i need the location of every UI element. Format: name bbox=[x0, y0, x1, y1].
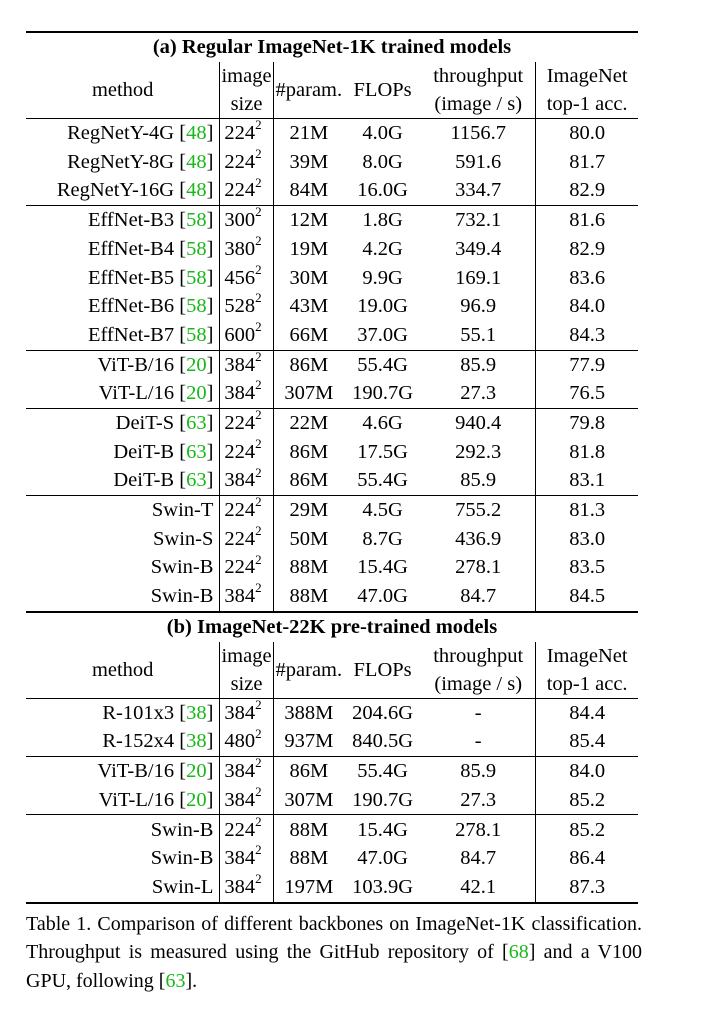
throughput-cell: 591.6 bbox=[421, 148, 536, 177]
method-name: Swin-T bbox=[151, 499, 214, 522]
table-row bbox=[26, 466, 638, 495]
citation-link[interactable]: 68 bbox=[508, 941, 529, 963]
image-size-cell bbox=[220, 466, 273, 495]
throughput-cell: 334.7 bbox=[421, 176, 536, 205]
throughput-cell: 278.1 bbox=[421, 815, 536, 844]
table-row bbox=[26, 698, 638, 727]
size-exponent: 2 bbox=[255, 580, 262, 596]
section-title: (a) Regular ImageNet-1K trained models bbox=[26, 32, 638, 62]
image-size-value: 384 bbox=[224, 585, 256, 608]
method-name: ViT-L/16 bbox=[98, 382, 175, 405]
table-row bbox=[26, 148, 638, 177]
comparison-table bbox=[26, 31, 638, 904]
citation-link[interactable]: 48 bbox=[186, 150, 207, 173]
image-size-cell bbox=[220, 292, 273, 321]
header-imagenet-label: ImageNet bbox=[546, 644, 628, 667]
image-size-cell bbox=[220, 727, 273, 756]
table-row bbox=[26, 525, 638, 554]
citation-link[interactable]: 58 bbox=[186, 209, 207, 232]
method-name: Swin-L bbox=[151, 875, 214, 898]
throughput-cell: 96.9 bbox=[421, 292, 536, 321]
header-image-size bbox=[220, 642, 273, 699]
param-cell: 66M bbox=[289, 323, 329, 346]
throughput-cell: 85.9 bbox=[421, 757, 536, 786]
header-throughput-unit: (image / s) bbox=[434, 672, 523, 695]
param-cell: 86M bbox=[273, 757, 344, 786]
param-cell: 86M bbox=[289, 440, 329, 463]
param-cell: 307M bbox=[284, 382, 334, 405]
image-size-cell bbox=[220, 206, 273, 235]
table-row bbox=[26, 438, 638, 467]
method-name: R-152x4 bbox=[102, 730, 175, 753]
throughput-cell: 84.7 bbox=[421, 844, 536, 873]
image-size-cell bbox=[220, 321, 273, 350]
table-row bbox=[26, 379, 638, 408]
image-size-cell bbox=[220, 522, 273, 554]
header-flops: FLOPs bbox=[344, 62, 421, 119]
image-size-cell bbox=[220, 350, 273, 379]
accuracy-cell: 80.0 bbox=[569, 122, 606, 145]
method-cell: ViT-L/16 [20] bbox=[26, 379, 220, 408]
citation-link[interactable]: 58 bbox=[186, 323, 207, 346]
header-throughput bbox=[421, 642, 536, 699]
image-size-value: 384 bbox=[224, 353, 256, 376]
citation-link[interactable]: 20 bbox=[186, 788, 207, 811]
caption-text-3: . bbox=[192, 969, 198, 992]
image-size-cell bbox=[220, 408, 273, 437]
flops-cell: 4.0G bbox=[362, 122, 403, 145]
method-cell: EffNet-B3 [58] bbox=[26, 206, 220, 235]
image-size-value: 224 bbox=[224, 440, 256, 463]
method-cell: EffNet-B6 [58] bbox=[26, 292, 220, 321]
table-row bbox=[26, 350, 638, 379]
size-exponent: 2 bbox=[255, 290, 262, 306]
image-size-value: 384 bbox=[224, 469, 256, 492]
method-cell: DeiT-B [63] bbox=[26, 438, 220, 467]
citation-link[interactable]: 20 bbox=[186, 353, 207, 376]
flops-cell: 15.4G bbox=[357, 556, 408, 579]
header-throughput bbox=[421, 62, 536, 119]
throughput-cell: 349.4 bbox=[421, 235, 536, 264]
size-exponent: 2 bbox=[255, 522, 262, 538]
accuracy-cell: 84.0 bbox=[569, 295, 606, 318]
header-param: #param. bbox=[273, 62, 344, 119]
image-size-cell bbox=[220, 119, 273, 148]
size-exponent: 2 bbox=[255, 145, 262, 161]
citation-link[interactable]: 58 bbox=[186, 237, 207, 260]
method-name: EffNet-B6 bbox=[87, 295, 175, 318]
accuracy-cell: 87.3 bbox=[536, 873, 638, 903]
throughput-cell: 84.7 bbox=[421, 582, 536, 612]
accuracy-cell: 84.5 bbox=[569, 585, 606, 608]
param-cell: 88M bbox=[289, 585, 329, 608]
accuracy-cell: 84.3 bbox=[569, 323, 606, 346]
image-size-cell bbox=[220, 379, 273, 408]
method-cell: EffNet-B4 [58] bbox=[26, 235, 220, 264]
table-row bbox=[26, 873, 638, 903]
size-exponent: 2 bbox=[255, 174, 262, 190]
method-name: EffNet-B7 bbox=[87, 323, 175, 346]
method-cell: EffNet-B7 [58] bbox=[26, 321, 220, 350]
image-size-value: 384 bbox=[224, 760, 256, 783]
param-cell: 21M bbox=[289, 122, 329, 145]
accuracy-cell: 85.4 bbox=[569, 730, 606, 753]
method-name: EffNet-B3 bbox=[87, 209, 175, 232]
method-name: ViT-B/16 bbox=[97, 353, 175, 376]
flops-cell: 190.7G bbox=[352, 382, 414, 405]
method-cell: DeiT-S [63] bbox=[26, 408, 220, 437]
method-cell: DeiT-B [63] bbox=[26, 466, 220, 495]
accuracy-cell: 85.2 bbox=[569, 788, 606, 811]
table-row bbox=[26, 263, 638, 292]
method-cell bbox=[26, 815, 220, 844]
accuracy-cell: 81.3 bbox=[536, 495, 638, 524]
method-cell: RegNetY-16G [48] bbox=[26, 176, 220, 205]
param-cell: 50M bbox=[289, 527, 329, 550]
table-row bbox=[26, 815, 638, 844]
param-cell: 39M bbox=[289, 150, 329, 173]
image-size-cell bbox=[220, 698, 273, 727]
flops-cell: 47.0G bbox=[357, 585, 408, 608]
flops-cell: 55.4G bbox=[344, 757, 421, 786]
image-size-cell bbox=[220, 815, 273, 844]
table-row bbox=[26, 292, 638, 321]
header-row bbox=[26, 62, 638, 119]
flops-cell: 204.6G bbox=[352, 701, 414, 724]
accuracy-cell: 83.1 bbox=[569, 469, 606, 492]
accuracy-cell: 83.6 bbox=[569, 266, 606, 289]
param-cell: 88M bbox=[273, 815, 344, 844]
table-row bbox=[26, 321, 638, 350]
method-cell: R-152x4 [38] bbox=[26, 727, 220, 756]
image-size-value: 224 bbox=[224, 499, 256, 522]
image-size-cell bbox=[220, 435, 273, 467]
size-exponent: 2 bbox=[255, 407, 262, 423]
image-size-value: 224 bbox=[224, 527, 256, 550]
method-cell bbox=[26, 525, 220, 554]
header-method: method bbox=[26, 62, 220, 119]
image-size-cell bbox=[220, 176, 273, 205]
flops-cell: 17.5G bbox=[357, 440, 408, 463]
method-name: Swin-B bbox=[150, 847, 214, 870]
image-size-value: 528 bbox=[224, 295, 256, 318]
header-top1-label: top-1 acc. bbox=[546, 672, 628, 695]
method-cell: EffNet-B5 [58] bbox=[26, 263, 220, 292]
table-row bbox=[26, 727, 638, 756]
image-size-value: 224 bbox=[224, 818, 256, 841]
citation-link[interactable]: 48 bbox=[186, 122, 207, 145]
throughput-cell: 436.9 bbox=[421, 525, 536, 554]
method-name: R-101x3 bbox=[102, 701, 175, 724]
size-exponent: 2 bbox=[255, 377, 262, 393]
throughput-cell: 27.3 bbox=[421, 786, 536, 815]
size-exponent: 2 bbox=[255, 871, 262, 887]
image-size-value: 384 bbox=[224, 382, 256, 405]
header-param: #param. bbox=[273, 642, 344, 699]
accuracy-cell: 82.9 bbox=[569, 237, 606, 260]
header-row bbox=[26, 642, 638, 699]
table-row bbox=[26, 582, 638, 612]
size-exponent: 2 bbox=[255, 233, 262, 249]
image-size-value: 384 bbox=[224, 788, 256, 811]
param-cell: 22M bbox=[273, 408, 344, 437]
method-cell bbox=[26, 873, 220, 903]
flops-cell: 8.7G bbox=[362, 527, 403, 550]
citation-link[interactable]: 63 bbox=[186, 411, 207, 434]
accuracy-cell: 79.8 bbox=[536, 408, 638, 437]
method-name: DeiT-S bbox=[115, 411, 175, 434]
throughput-cell: 278.1 bbox=[421, 553, 536, 582]
flops-cell: 47.0G bbox=[357, 847, 408, 870]
accuracy-cell: 85.2 bbox=[536, 815, 638, 844]
header-image-label: image bbox=[221, 65, 272, 87]
flops-cell: 9.9G bbox=[362, 266, 403, 289]
flops-cell: 37.0G bbox=[357, 323, 408, 346]
image-size-value: 224 bbox=[224, 122, 256, 145]
method-cell: R-101x3 [38] bbox=[26, 698, 220, 727]
citation-link[interactable]: 20 bbox=[186, 382, 207, 405]
header-throughput-unit: (image / s) bbox=[434, 93, 523, 115]
method-name: Swin-B bbox=[150, 818, 214, 841]
header-size-label: size bbox=[230, 672, 263, 695]
table-row bbox=[26, 553, 638, 582]
citation-link[interactable]: 48 bbox=[186, 179, 207, 202]
accuracy-cell: 86.4 bbox=[569, 847, 606, 870]
throughput-cell: 85.9 bbox=[421, 466, 536, 495]
size-exponent: 2 bbox=[255, 464, 262, 480]
throughput-cell: 292.3 bbox=[421, 438, 536, 467]
param-cell: 937M bbox=[284, 730, 334, 753]
throughput-cell: - bbox=[421, 698, 536, 727]
header-image-label: image bbox=[221, 644, 272, 667]
image-size-value: 224 bbox=[224, 556, 256, 579]
table-row bbox=[26, 786, 638, 815]
flops-cell: 15.4G bbox=[344, 815, 421, 844]
flops-cell: 19.0G bbox=[357, 295, 408, 318]
method-name: ViT-L/16 bbox=[98, 788, 175, 811]
section-title: (b) ImageNet-22K pre-trained models bbox=[26, 612, 638, 642]
method-cell: RegNetY-4G [48] bbox=[26, 119, 220, 148]
flops-cell: 55.4G bbox=[357, 469, 408, 492]
accuracy-cell: 84.4 bbox=[569, 701, 606, 724]
table-body bbox=[26, 32, 638, 903]
flops-cell: 55.4G bbox=[344, 350, 421, 379]
image-size-value: 300 bbox=[224, 209, 256, 232]
size-exponent: 2 bbox=[255, 696, 262, 712]
citation-link[interactable]: 63 bbox=[186, 469, 207, 492]
section-title-row bbox=[26, 32, 638, 62]
param-cell: 12M bbox=[273, 206, 344, 235]
image-size-value: 380 bbox=[224, 237, 256, 260]
size-exponent: 2 bbox=[255, 435, 262, 451]
param-cell: 29M bbox=[273, 495, 344, 524]
table-row bbox=[26, 495, 638, 524]
size-exponent: 2 bbox=[255, 784, 262, 800]
param-cell: 197M bbox=[273, 873, 344, 903]
accuracy-cell: 84.0 bbox=[536, 757, 638, 786]
image-size-cell bbox=[220, 786, 273, 815]
method-name: Swin-B bbox=[150, 556, 214, 579]
method-cell: RegNetY-8G [48] bbox=[26, 148, 220, 177]
size-exponent: 2 bbox=[255, 494, 262, 510]
accuracy-cell: 82.9 bbox=[569, 179, 606, 202]
caption-text-1: Table 1. Comparison of different backbones on ImageNet-1K classification. Throughput is measured using the GitHub repository of bbox=[26, 912, 642, 963]
flops-cell: 1.8G bbox=[344, 206, 421, 235]
throughput-cell: 755.2 bbox=[421, 495, 536, 524]
table-row bbox=[26, 206, 638, 235]
table-caption: Table 1. Comparison of different backbones on ImageNet-1K classification. Throughput is measured using the GitHub repository of [68] and a V100 GPU, following [63]. bbox=[26, 912, 642, 992]
param-cell: 307M bbox=[284, 788, 334, 811]
param-cell: 86M bbox=[289, 469, 329, 492]
image-size-value: 224 bbox=[224, 150, 256, 173]
image-size-value: 224 bbox=[224, 411, 256, 434]
flops-cell: 8.0G bbox=[362, 150, 403, 173]
method-name: Swin-S bbox=[153, 527, 214, 550]
throughput-cell: 732.1 bbox=[421, 206, 536, 235]
table-row bbox=[26, 176, 638, 205]
header-accuracy bbox=[536, 642, 638, 699]
citation-link[interactable]: 38 bbox=[186, 730, 207, 753]
flops-cell: 16.0G bbox=[357, 179, 408, 202]
image-size-value: 384 bbox=[224, 875, 256, 898]
citation-link[interactable]: 58 bbox=[186, 295, 207, 318]
caption-text-2: and a V100 GPU, following bbox=[26, 941, 642, 992]
throughput-cell: 1156.7 bbox=[421, 119, 536, 148]
throughput-cell: 55.1 bbox=[421, 321, 536, 350]
throughput-cell: 85.9 bbox=[421, 350, 536, 379]
method-name: RegNetY-8G bbox=[67, 150, 175, 173]
size-exponent: 2 bbox=[255, 842, 262, 858]
image-size-value: 456 bbox=[224, 266, 256, 289]
table-figure bbox=[26, 31, 642, 995]
method-cell: ViT-L/16 [20] bbox=[26, 786, 220, 815]
header-accuracy bbox=[536, 62, 638, 119]
image-size-cell bbox=[220, 263, 273, 292]
throughput-cell: 42.1 bbox=[421, 873, 536, 903]
header-throughput-label: throughput bbox=[433, 65, 524, 87]
flops-cell: 4.2G bbox=[362, 237, 403, 260]
param-cell: 86M bbox=[273, 350, 344, 379]
image-size-value: 480 bbox=[224, 730, 256, 753]
param-cell: 43M bbox=[289, 295, 329, 318]
image-size-cell bbox=[220, 844, 273, 873]
citation-link[interactable]: 63 bbox=[186, 440, 207, 463]
header-throughput-label: throughput bbox=[433, 644, 524, 667]
param-cell: 88M bbox=[289, 556, 329, 579]
accuracy-cell: 83.0 bbox=[569, 527, 606, 550]
size-exponent: 2 bbox=[255, 348, 262, 364]
param-cell: 388M bbox=[284, 701, 334, 724]
header-size-label: size bbox=[230, 93, 263, 115]
method-name: Swin-B bbox=[150, 585, 214, 608]
table-row bbox=[26, 844, 638, 873]
accuracy-cell: 77.9 bbox=[536, 350, 638, 379]
method-cell bbox=[26, 553, 220, 582]
throughput-cell: 169.1 bbox=[421, 263, 536, 292]
size-exponent: 2 bbox=[255, 755, 262, 771]
header-image-size bbox=[220, 62, 273, 119]
param-cell: 19M bbox=[289, 237, 329, 260]
image-size-value: 224 bbox=[224, 179, 256, 202]
size-exponent: 2 bbox=[255, 551, 262, 567]
method-cell bbox=[26, 582, 220, 612]
flops-cell: 4.5G bbox=[344, 495, 421, 524]
image-size-cell bbox=[220, 495, 273, 524]
citation-link[interactable]: 20 bbox=[186, 760, 207, 783]
throughput-cell: - bbox=[421, 727, 536, 756]
method-name: EffNet-B4 bbox=[87, 237, 175, 260]
table-row bbox=[26, 235, 638, 264]
image-size-cell bbox=[220, 145, 273, 177]
image-size-cell bbox=[220, 582, 273, 612]
header-method: method bbox=[26, 642, 220, 699]
image-size-cell bbox=[220, 757, 273, 786]
size-exponent: 2 bbox=[255, 813, 262, 829]
param-cell: 88M bbox=[289, 847, 329, 870]
image-size-value: 600 bbox=[224, 323, 256, 346]
section-title-row bbox=[26, 612, 638, 642]
method-name: DeiT-B bbox=[113, 469, 175, 492]
method-cell: ViT-B/16 [20] bbox=[26, 350, 220, 379]
param-cell: 84M bbox=[289, 179, 329, 202]
accuracy-cell: 81.6 bbox=[536, 206, 638, 235]
header-imagenet-label: ImageNet bbox=[546, 65, 628, 87]
image-size-value: 384 bbox=[224, 701, 256, 724]
accuracy-cell: 81.7 bbox=[569, 150, 606, 173]
accuracy-cell: 81.8 bbox=[569, 440, 606, 463]
method-cell bbox=[26, 495, 220, 524]
size-exponent: 2 bbox=[255, 725, 262, 741]
method-name: RegNetY-4G bbox=[67, 122, 175, 145]
accuracy-cell: 76.5 bbox=[569, 382, 606, 405]
method-cell: ViT-B/16 [20] bbox=[26, 757, 220, 786]
flops-cell: 4.6G bbox=[344, 408, 421, 437]
image-size-cell bbox=[220, 235, 273, 264]
flops-cell: 190.7G bbox=[352, 788, 414, 811]
citation-link[interactable]: 38 bbox=[186, 701, 207, 724]
param-cell: 30M bbox=[289, 266, 329, 289]
table-row bbox=[26, 757, 638, 786]
header-top1-label: top-1 acc. bbox=[546, 93, 628, 115]
size-exponent: 2 bbox=[255, 261, 262, 277]
method-name: ViT-B/16 bbox=[97, 760, 175, 783]
size-exponent: 2 bbox=[255, 319, 262, 335]
method-name: DeiT-B bbox=[113, 440, 175, 463]
image-size-cell bbox=[220, 873, 273, 903]
citation-link[interactable]: 58 bbox=[186, 266, 207, 289]
flops-cell: 103.9G bbox=[344, 873, 421, 903]
image-size-value: 384 bbox=[224, 847, 256, 870]
table-row bbox=[26, 119, 638, 148]
image-size-cell bbox=[220, 553, 273, 582]
size-exponent: 2 bbox=[255, 204, 262, 220]
citation-link[interactable]: 63 bbox=[165, 969, 186, 992]
accuracy-cell: 83.5 bbox=[569, 556, 606, 579]
flops-cell: 840.5G bbox=[352, 730, 414, 753]
method-name: EffNet-B5 bbox=[87, 266, 175, 289]
size-exponent: 2 bbox=[255, 117, 262, 133]
throughput-cell: 27.3 bbox=[421, 379, 536, 408]
method-name: RegNetY-16G bbox=[56, 179, 175, 202]
throughput-cell: 940.4 bbox=[421, 408, 536, 437]
method-cell bbox=[26, 844, 220, 873]
table-row bbox=[26, 408, 638, 437]
header-flops: FLOPs bbox=[344, 642, 421, 699]
